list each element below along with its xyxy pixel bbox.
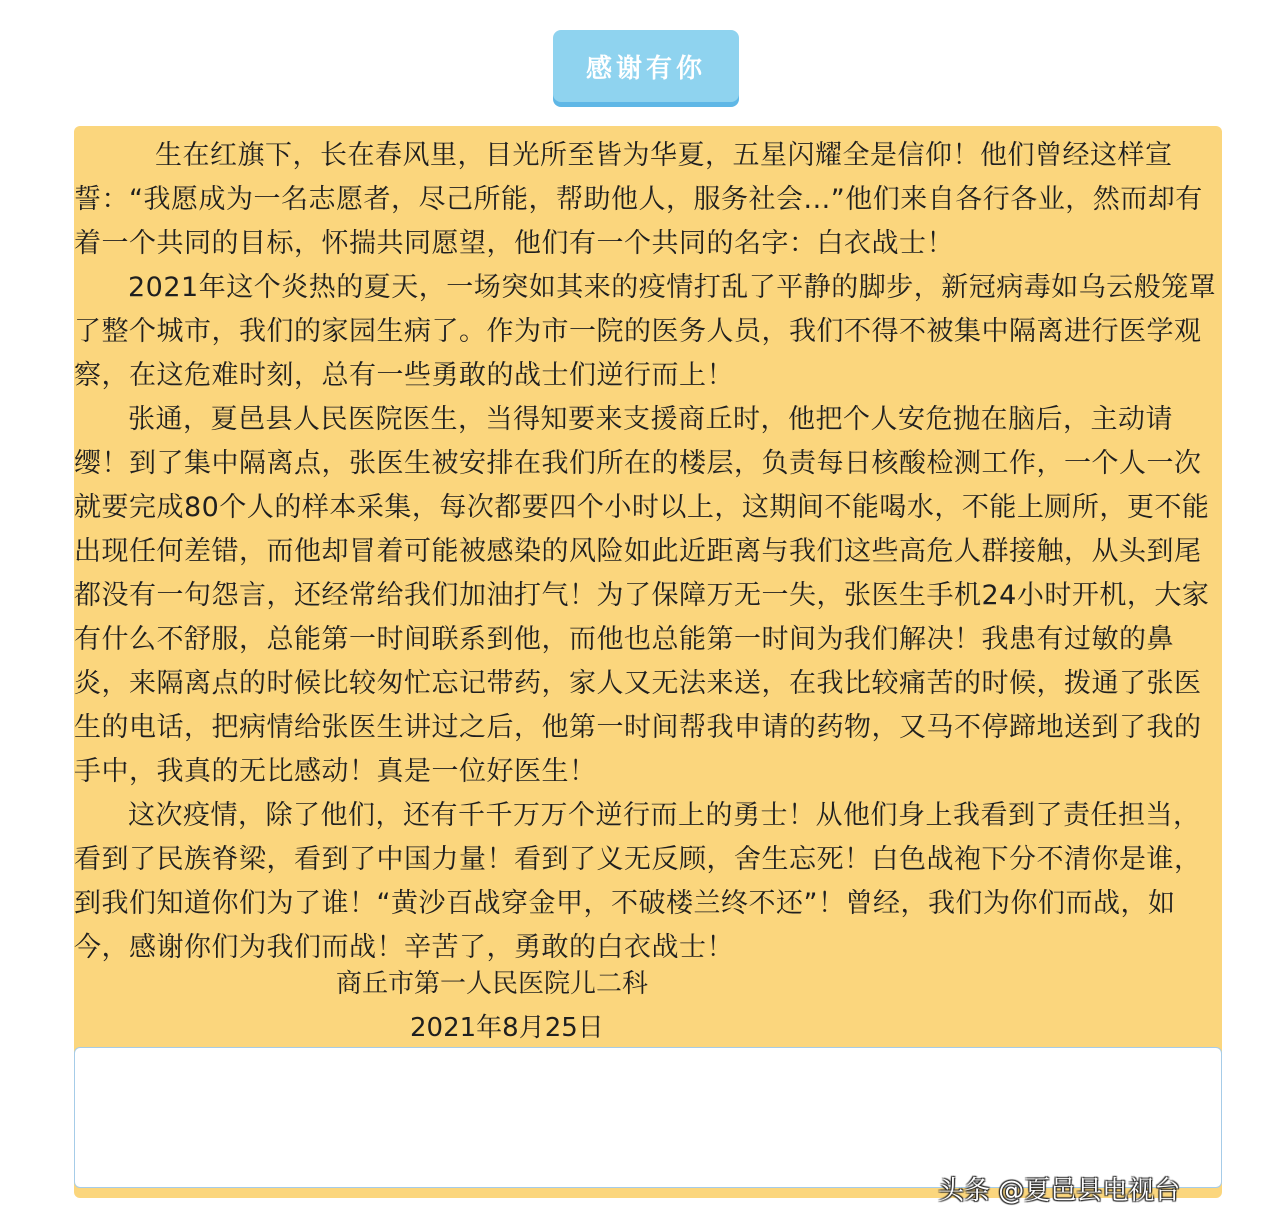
letter-signature: 商丘市第一人民医院儿二科 xyxy=(336,969,649,999)
letter-paragraph: 张通，夏邑县人民医院医生，当得知要来支援商丘时，他把个人安危抛在脑后，主动请缨！到了集中隔离点，张医生被安排在我们所在的楼层，负责每日核酸检测工作，一个人一次就要完成80个人的样本采集，每次都要四个小时以上，这期间不能喝水，不能上厕所，更不能出现任何差错，而他却冒着可能被感染的风险如此近距离与我们这些高危人群接触，从头到尾都没有一句怨言，还经常给我们加油打气！为了保障万无一失，张医生手机24小时开机，大家有什么不舒服，总能第一时间联系到他，而他也总能第一时间为我们解决！我患有过敏的鼻炎，来隔离点的时候比较匆忙忘记带药，家人又无法来送，在我比较痛苦的时候，拨通了张医生的电话，把病情给张医生讲过之后，他第一时间帮我申请的药物，又马不停蹄地送到了我的手中，我真的无比感动！真是一位好医生！ xyxy=(74,404,1210,787)
letter-card xyxy=(74,126,1222,1198)
title-badge xyxy=(553,30,739,102)
page-title: 感谢有你 xyxy=(585,53,706,84)
letter-body xyxy=(74,134,1222,1064)
letter-paragraph: 2021年这个炎热的夏天，一场突如其来的疫情打乱了平静的脚步，新冠病毒如乌云般笼罩了整个城市，我们的家园生病了。作为市一院的医务人员，我们不得不被集中隔离进行医学观察，在这危难时刻，总有一些勇敢的战士们逆行而上！ xyxy=(74,272,1217,391)
watermark-text: 头条 @夏邑县电视台 xyxy=(938,1176,1181,1206)
blank-box xyxy=(74,1047,1222,1188)
letter-paragraph: 生在红旗下，长在春风里，目光所至皆为华夏，五星闪耀全是信仰！他们曾经这样宣誓：“我愿成为一名志愿者，尽己所能，帮助他人，服务社会...”他们来自各行各业，然而却有着一个共同的目标，怀揣共同愿望，他们有一个共同的名字：白衣战士！ xyxy=(74,140,1203,259)
letter-paragraph: 这次疫情，除了他们，还有千千万万个逆行而上的勇士！从他们身上我看到了责任担当，看到了民族脊梁，看到了中国力量！看到了义无反顾，舍生忘死！白色战袍下分不清你是谁，到我们知道你们为了谁！“黄沙百战穿金甲，不破楼兰终不还”！曾经，我们为你们而战，如今，感谢你们为我们而战！辛苦了，勇敢的白衣战士！ xyxy=(74,800,1202,963)
letter-date: 2021年8月25日 xyxy=(410,1013,604,1043)
